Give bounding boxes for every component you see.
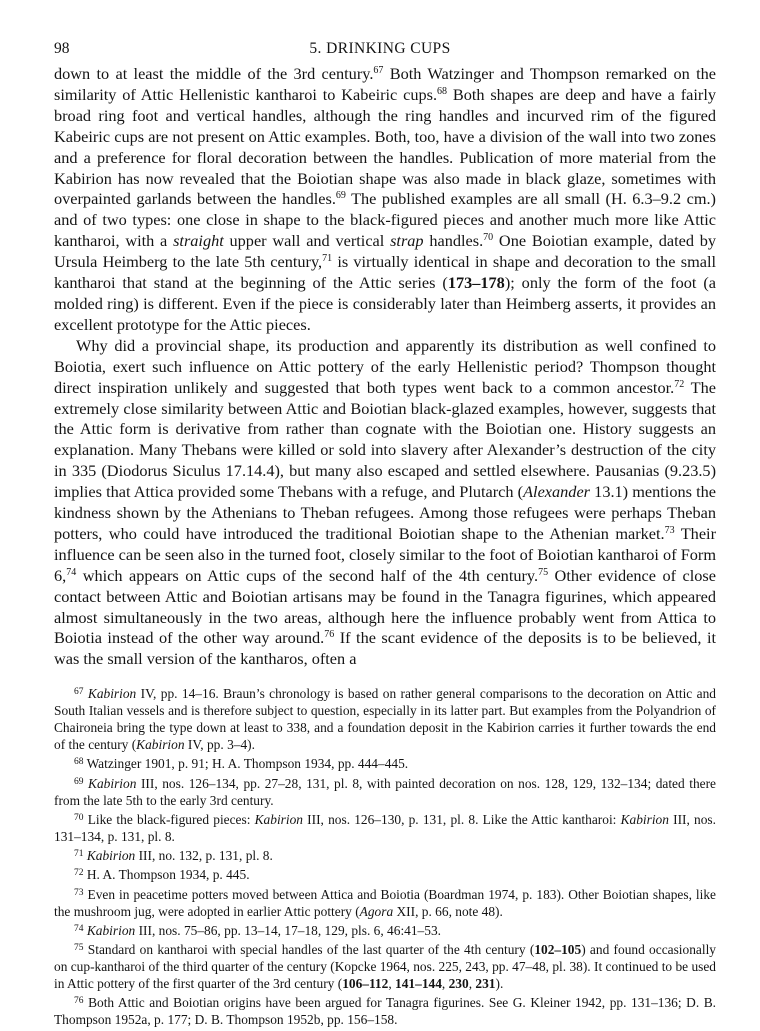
footnote	[54, 923, 716, 940]
text-run: ,	[388, 975, 396, 991]
main-text	[54, 64, 716, 670]
page	[44, 40, 716, 1031]
text-run: is virtually identical in shape and decoration to the small kantharoi that stand at the beginning of the Attic series (	[54, 252, 717, 293]
italic-text: Kabirion	[87, 686, 137, 702]
italic-text: Kabirion	[86, 922, 136, 938]
footnote	[54, 942, 716, 993]
footnote-ref: 69	[335, 190, 346, 202]
text-run: Standard on kantharoi with special handles of the last quarter of the 4th century (	[87, 942, 535, 958]
text-run: ); only the form of the foot (a molded ring) is different. Even if the piece is considerably later than Heimberg asserts, it provides an excellent prototype for the Attic pieces.	[54, 273, 717, 334]
text-run: ,	[468, 975, 476, 991]
footnote-number: 76	[74, 996, 84, 1007]
text-run: IV, pp. 14–16. Braun’s chronology is based on rather general comparisons to the decoration on Attic and South Italian vessels and is therefore subject to question, especially in its latter part. But examples from the Polyandrion of Chaironeia bring the type down at least to 338, and a foundation deposit in the Kabirion carries it further towards the end of the century (	[54, 686, 716, 752]
text-run: Both Watzinger and Thompson remarked on the similarity of Attic Hellenistic kantharoi to Kabeiric cups.	[54, 64, 716, 104]
page-number: 98	[54, 40, 70, 57]
footnote-ref: 71	[322, 253, 333, 265]
footnote-ref: 68	[437, 85, 448, 97]
footnote-ref: 75	[538, 566, 549, 578]
body-paragraph	[54, 64, 716, 336]
footnote-ref: 67	[373, 65, 384, 76]
text-run: III, nos. 75–86, pp. 13–14, 17–18, 129, pls. 6, 46:41–53.	[135, 922, 441, 938]
footnote-ref: 73	[664, 524, 675, 536]
catalogue-number: 231	[475, 975, 496, 991]
footnote-number: 70	[74, 812, 84, 823]
footnote	[54, 686, 716, 754]
page-header	[44, 40, 716, 64]
footnote-ref: 72	[674, 378, 685, 390]
body-paragraph	[54, 336, 716, 671]
italic-text: Kabirion	[86, 848, 136, 863]
text-run: 13.1) mentions the kindness shown by the Athenians to Theban refugees. Among those refugees were perhaps Theban potters, who could have introduced the traditional Boiotian shape to the Athenian market.	[54, 482, 716, 543]
text-run: One Boiotian example, dated by Ursula Heimberg to the late 5th century,	[54, 231, 717, 272]
text-run: Other evidence of close contact between Attic and Boiotian artisans may be found in the Tanagra figurines, which appeared almost simultaneously in the two areas, although here the influence probably went from Attica to Boiotia instead of the other way around.	[54, 565, 716, 648]
text-run: Why did a provincial shape, its production and apparently its distribution as well confined to Boiotia, exert such influence on Attic pottery of the early Hellenistic period? Thompson thought direct inspiration unlikely and suggested that both types went back to a common ancestor.	[54, 335, 716, 397]
italic-text: Kabirion	[620, 811, 669, 827]
text-run: IV, pp. 3–4).	[184, 737, 255, 752]
footnote-number: 68	[74, 757, 84, 768]
footnotes	[54, 686, 716, 1029]
text-run: III, nos. 126–134, pp. 27–28, 131, pl. 8, with painted decoration on nos. 128, 129, 132–134; dated there from the late 5th to the early 3rd century.	[54, 775, 716, 808]
italic-text: strap	[390, 231, 424, 251]
text-run: handles.	[423, 231, 484, 251]
footnote-number: 69	[74, 776, 84, 787]
footnote	[54, 812, 716, 846]
italic-text: Kabirion	[254, 811, 303, 827]
text-run: III, nos. 126–130, p. 131, pl. 8. Like the Attic kantharoi:	[303, 811, 621, 827]
footnote	[54, 887, 716, 921]
italic-text: Alexander	[523, 482, 591, 502]
text-run: III, nos. 131–134, p. 131, pl. 8.	[54, 811, 716, 844]
footnote-ref: 70	[483, 232, 494, 244]
italic-text: Kabirion	[136, 737, 185, 752]
footnote-number: 72	[74, 868, 84, 879]
catalogue-number: 102–105	[534, 942, 582, 958]
text-run: If the scant evidence of the deposits is to be believed, it was the small version of the kantharos, often a	[54, 628, 717, 669]
footnote	[54, 776, 716, 810]
text-run: ,	[441, 975, 449, 991]
text-run: The extremely close similarity between Attic and Boiotian black-glazed examples, however, suggests that the Attic form is derivative from rather than cognate with the Boiotian one. History suggests an explanation. Many Thebans were killed or sold into slavery after Alexander’s destruction of the city in 335 (Diodorus Siculus 17.14.4), but many also escaped and settled elsewhere. Pausanias (9.23.5) implies that Attica provided some Thebans with a refuge, and Plutarch (	[54, 377, 716, 502]
text-run: down to at least the middle of the 3rd century.	[54, 64, 374, 83]
italic-text: Kabirion	[88, 775, 137, 791]
catalogue-number: 230	[448, 975, 469, 991]
text-run: which appears on Attic cups of the second half of the 4th century.	[76, 565, 539, 585]
footnote-number: 73	[74, 887, 84, 898]
footnote	[54, 867, 716, 884]
text-run: XII, p. 66, note 48).	[393, 903, 503, 919]
footnote	[54, 848, 716, 865]
text-run: upper wall and vertical	[223, 231, 391, 251]
text-run: Their influence can be seen also in the turned foot, closely similar to the foot of Boiotian kantharoi of Form 6,	[54, 523, 716, 585]
text-run: The published examples are all small (H. 6.3–9.2 cm.) and of two types: one close in shape to the black-figured pieces and another much more like Attic kantharoi, with a	[54, 189, 716, 251]
footnote-number: 75	[74, 943, 84, 954]
footnote-number: 71	[74, 849, 84, 859]
text-run: H. A. Thompson 1934, p. 445.	[86, 867, 250, 883]
footnote-number: 74	[74, 923, 84, 934]
text-run: Watzinger 1901, p. 91; H. A. Thompson 1934, pp. 444–445.	[86, 756, 409, 772]
running-title: 5. DRINKING CUPS	[309, 40, 451, 57]
text-run: III, no. 132, p. 131, pl. 8.	[135, 848, 273, 863]
italic-text: straight	[173, 231, 224, 251]
footnote-number: 67	[74, 687, 84, 698]
footnote	[54, 756, 716, 773]
italic-text: Agora	[359, 903, 394, 919]
catalogue-number: 173–178	[447, 273, 505, 293]
text-run: ) and found occasionally on cup-kantharoi of the third quarter of the century (Kopcke 1964, nos. 225, 243, pp. 47–48, pl. 38). It continued to be used in Attic pottery of the first quarter of the 3rd century (	[54, 942, 716, 991]
catalogue-number: 141–144	[395, 975, 442, 991]
catalogue-number: 106–112	[342, 975, 389, 991]
text-run: Even in peacetime potters moved between Attica and Boiotia (Boardman 1974, p. 183). Other Boiotian shapes, like the mushroom jug, were adopted in earlier Attic pottery (	[54, 886, 716, 919]
footnote-ref: 74	[66, 566, 77, 578]
text-run: Both shapes are deep and have a fairly broad ring foot and vertical handles, although the ring handles and incurved rim of the figured Kabeiric cups are not present on Attic examples. Both, too, have a division of the wall into two zones and a preference for floral decoration between the handles. Publication of more material from the Kabirion has now revealed that the Boiotian shape was also made in black glaze, sometimes with overpainted garlands between the handles.	[54, 84, 716, 209]
text-run: Both Attic and Boiotian origins have been argued for Tanagra figurines. See G. Kleiner 1942, pp. 131–136; D. B. Thompson 1952a, p. 177; D. B. Thompson 1952b, pp. 156–158.	[54, 995, 716, 1028]
text-run: Like the black-figured pieces:	[87, 811, 255, 827]
footnote-ref: 76	[324, 629, 335, 641]
text-run: ).	[495, 975, 504, 991]
